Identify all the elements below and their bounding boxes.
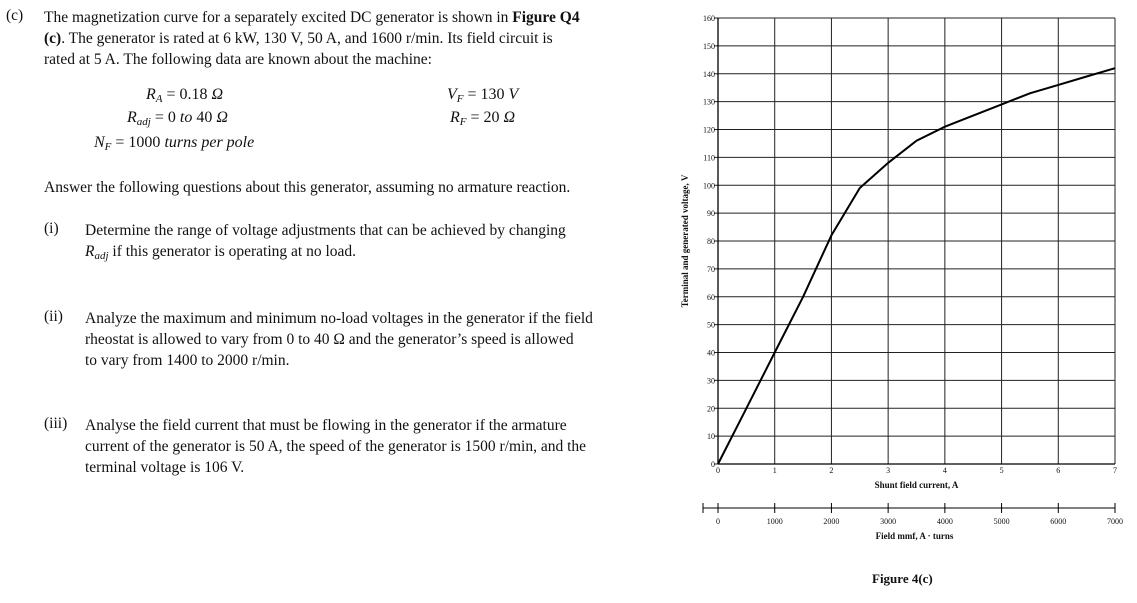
x2-tick-label: 5000 bbox=[993, 517, 1010, 526]
answer-prompt: Answer the following questions about this generator, assuming no armature reaction. bbox=[44, 179, 571, 196]
item-i-text: Determine the range of voltage adjustments that can be achieved by changing Radj if this generator is operating at no load. bbox=[85, 222, 566, 262]
y-tick-label: 140 bbox=[703, 69, 715, 79]
item-iii-label: (iii) bbox=[44, 415, 68, 432]
y-tick-label: 30 bbox=[707, 376, 715, 386]
x-axis-label: Shunt field current, A bbox=[874, 480, 959, 490]
intro-line-3: rated at 5 A. The following data are known about the machine: bbox=[44, 51, 432, 68]
y-tick-label: 160 bbox=[703, 14, 715, 23]
intro-line-2: (c). The generator is rated at 6 kW, 130 V, 50 A, and 1600 r/min. Its field circuit is bbox=[44, 30, 553, 47]
equation-radj: $R_{adj} = 0$ to 40 Ω bbox=[127, 109, 228, 128]
x2-tick-label: 4000 bbox=[936, 517, 953, 526]
x2-tick-label: 2000 bbox=[823, 517, 840, 526]
item-iii-text: Analyse the field current that must be flowing in the generator if the armature current of the generator is 50 A, the speed of the generator is 1500 r/min, and the terminal voltage is 106 V. bbox=[85, 417, 587, 476]
y-tick-label: 120 bbox=[703, 125, 715, 135]
x-tick-label: 6 bbox=[1056, 466, 1061, 475]
y-tick-label: 40 bbox=[707, 348, 715, 358]
y-tick-label: 50 bbox=[707, 320, 715, 330]
x2-tick-label: 1000 bbox=[766, 517, 783, 526]
x-tick-label: 5 bbox=[999, 466, 1004, 475]
y-tick-label: 20 bbox=[707, 404, 715, 414]
y-tick-label: 0 bbox=[711, 460, 715, 469]
y-tick-label: 110 bbox=[703, 153, 715, 163]
item-ii-text: Analyze the maximum and minimum no-load voltages in the generator if the field rheostat is allowed to vary from 0 to 40 Ω and the generator’s speed is allowed to vary from 1400 to 2000 r/min. bbox=[85, 310, 593, 369]
y-tick-label: 10 bbox=[707, 432, 715, 442]
equation-vf: $V_F = 130$ V bbox=[447, 86, 519, 105]
magnetization-curve bbox=[718, 68, 1115, 464]
x-tick-label: 1 bbox=[772, 466, 777, 475]
y-axis-label: Terminal and generated voltage, V bbox=[680, 174, 690, 308]
part-label: (c) bbox=[6, 7, 24, 24]
figure-caption: Figure 4(c) bbox=[872, 571, 933, 586]
item-ii-label: (ii) bbox=[44, 308, 63, 325]
x-tick-label: 3 bbox=[886, 466, 891, 475]
equation-nf: $N_F = 1000$ turns per pole bbox=[94, 134, 255, 153]
x-tick-label: 7 bbox=[1113, 466, 1117, 475]
x-tick-label: 0 bbox=[716, 466, 720, 475]
x-tick-label: 4 bbox=[942, 466, 947, 475]
equation-ra: $R_A = 0.18$ Ω bbox=[146, 86, 224, 105]
equation-rf: $R_F = 20$ Ω bbox=[450, 109, 516, 128]
y-tick-label: 70 bbox=[707, 264, 715, 274]
y-tick-label: 150 bbox=[703, 41, 715, 51]
x2-tick-label: 6000 bbox=[1050, 517, 1067, 526]
y-tick-label: 130 bbox=[703, 97, 715, 107]
y-tick-label: 80 bbox=[707, 237, 715, 246]
x2-tick-label: 0 bbox=[716, 517, 720, 526]
x2-axis-label: Field mmf, A · turns bbox=[875, 531, 954, 541]
x2-tick-label: 3000 bbox=[880, 517, 897, 526]
y-tick-label: 100 bbox=[703, 181, 715, 191]
y-tick-label: 60 bbox=[707, 292, 715, 302]
x-tick-label: 2 bbox=[829, 466, 834, 475]
item-i-label: (i) bbox=[44, 220, 59, 237]
y-tick-label: 90 bbox=[707, 209, 715, 219]
intro-line-1: The magnetization curve for a separately excited DC generator is shown in Figure Q4 bbox=[44, 9, 580, 26]
x2-tick-label: 7000 bbox=[1107, 517, 1123, 526]
